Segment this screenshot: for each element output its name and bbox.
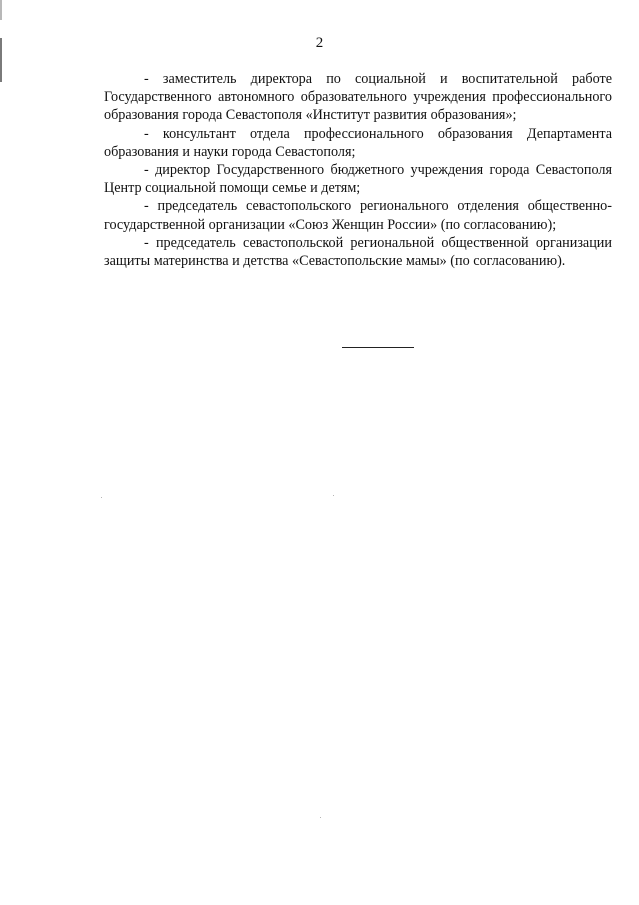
scan-speck [333,495,334,496]
member-list [104,70,612,270]
list-item: - заместитель директора по социальной и воспитательной работе Государственного автономного образовательного учреждения профессионального образования города Севастополя «Институт развития образования»; [104,71,612,124]
list-item: - консультант отдела профессионального образования Департамента образования и науки города Севастополя; [104,125,612,160]
scan-speck [320,817,321,818]
list-item: - председатель севастопольского регионального отделения общественно-государственной организации «Союз Женщин России» (по согласованию); [104,198,612,233]
page-number: 2 [315,35,324,51]
list-item: - председатель севастопольской региональной общественной организации защиты материнства и детства «Севастопольские мамы» (по согласованию). [104,234,612,270]
end-divider [342,347,414,348]
list-item: - директор Государственного бюджетного учреждения города Севастополя Центр социальной помощи семье и детям; [104,162,612,197]
scan-speck [101,497,102,498]
scan-edge-mark [0,0,2,110]
